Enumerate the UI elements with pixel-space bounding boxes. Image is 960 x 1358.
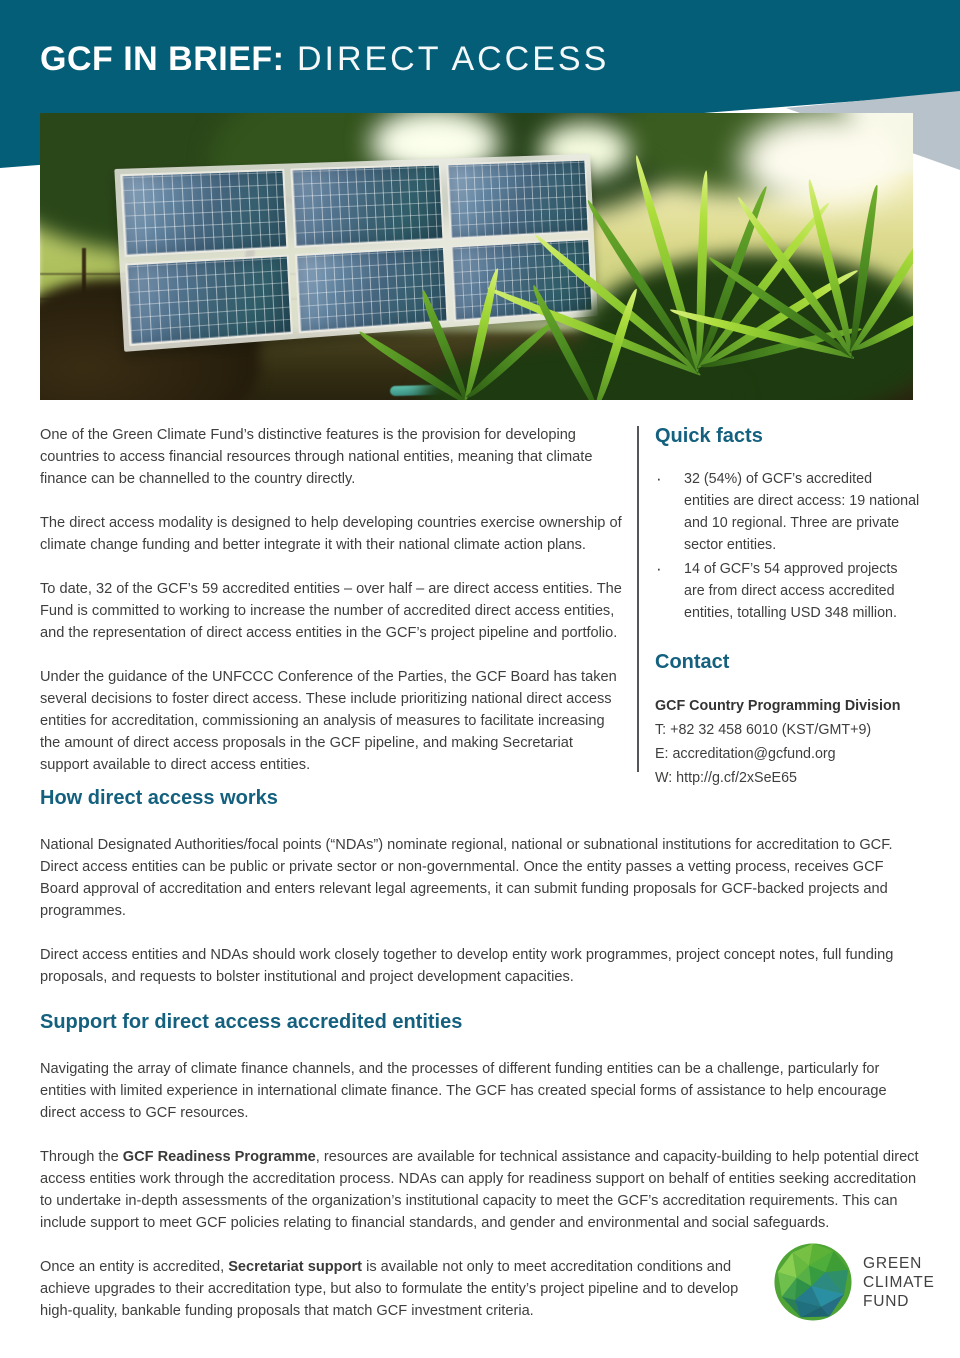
- quick-facts-list: [655, 468, 921, 624]
- quick-facts-heading: Quick facts: [655, 425, 763, 447]
- hero-photo: [40, 113, 913, 400]
- contact-website[interactable]: W: http://g.cf/2xSeE65: [655, 770, 797, 786]
- intro-paragraph: One of the Green Climate Fund’s distinctive features is the provision for developing countries to access financial resources through national entities, meaning that climate finance can be channelled to the country directly.: [40, 427, 593, 487]
- section-paragraph: Navigating the array of climate finance channels, and the processes of different funding entities can be a challenge, particularly for entities with limited experience in international climate finance. The GCF has created special forms of assistance to help encourage direct access to GCF resources.: [40, 1061, 887, 1121]
- section-paragraph: Direct access entities and NDAs should work closely together to develop entity work programmes, project concept notes, full funding proposals, and requests to bolster institutional and project development capacities.: [40, 947, 894, 985]
- contact-org: GCF Country Programming Division: [655, 698, 901, 714]
- intro-paragraph: To date, 32 of the GCF’s 59 accredited entities – over half – are direct access entities. The Fund is committed to working to increase the number of accredited direct access entities, and the representation of direct access entities in the GCF’s project pipeline and portfolio.: [40, 581, 622, 641]
- solar-panel: [451, 238, 594, 322]
- intro-column: [40, 424, 624, 798]
- page-title-bold: GCF IN BRIEF:: [40, 40, 285, 78]
- contact-heading: Contact: [655, 651, 730, 673]
- quick-fact-item: · 32 (54%) of GCF’s accredited entities are direct access: 19 national and 10 regional. Three are private sector entities.: [655, 468, 921, 556]
- gcf-logo-text: [863, 1254, 935, 1311]
- gcf-logo-line: FUND: [863, 1292, 910, 1310]
- sidebar: [655, 424, 921, 790]
- solar-panel: [290, 164, 445, 248]
- section-paragraph: National Designated Authorities/focal points (“NDAs”) nominate regional, national or subnational institutions for accreditation to GCF. Direct access entities can be public or private sector or non-governmental. Once the entity passes a vetting process, receives GCF Board approval of accreditation and enters relevant legal agreements, it can submit funding proposals for GCF-backed projects and programmes.: [40, 837, 893, 919]
- solar-panel-array: [114, 154, 598, 352]
- gcf-logo-line: CLIMATE: [863, 1273, 935, 1291]
- quick-fact-item: · 14 of GCF’s 54 approved projects are from direct access accredited entities, totalling USD 348 million.: [655, 558, 921, 624]
- section-paragraph: Once an entity is accredited, Secretariat support is available not only to meet accreditation conditions and achieve upgrades to their accreditation type, but also to formulate the entity’s project pipeline and to develop high-quality, bankable funding proposals that match GCF investment criteria.: [40, 1259, 739, 1319]
- contact-phone: T: +82 32 458 6010 (KST/GMT+9): [655, 722, 872, 738]
- sidebar-divider: [637, 426, 639, 772]
- gcf-globe-icon: [772, 1241, 854, 1323]
- solar-panel: [120, 169, 288, 257]
- gcf-logo: [772, 1238, 935, 1326]
- solar-panel: [125, 255, 293, 347]
- solar-panel: [446, 159, 589, 240]
- section-heading-how-it-works: How direct access works: [40, 787, 278, 809]
- page-title-light: [284, 40, 296, 78]
- section-paragraph: Through the GCF Readiness Programme, resources are available for technical assistance and capacity-building to help potential direct access entities work through the accreditation process. NDAs can apply for readiness support on behalf of entities seeking accreditation to undertake in-depth assessments of the organization’s institutional capacity to meet the GCF’s accreditation requirements. This can include support to meet GCF policies relating to financial standards, and gender and environmental and social safeguards.: [40, 1149, 919, 1231]
- page-title: [40, 41, 609, 77]
- solar-panel: [294, 246, 448, 334]
- page-title-subtitle: DIRECT ACCESS: [296, 40, 610, 78]
- intro-paragraph: The direct access modality is designed to help developing countries exercise ownership of climate change funding and better integrate it with their national climate action plans.: [40, 515, 622, 553]
- contact-email[interactable]: E: accreditation@gcfund.org: [655, 746, 836, 762]
- photo-sky-patch: [740, 113, 910, 208]
- gcf-logo-line: GREEN: [863, 1254, 923, 1272]
- intro-paragraph: Under the guidance of the UNFCCC Conference of the Parties, the GCF Board has taken several decisions to foster direct access. These include prioritizing national direct access entities for accreditation, commissioning an analysis of measures to facilitate increasing the amount of direct access proposals in the GCF pipeline, and making Secretariat support available to direct access entities.: [40, 669, 617, 773]
- section-heading-support: Support for direct access accredited entities: [40, 1011, 463, 1033]
